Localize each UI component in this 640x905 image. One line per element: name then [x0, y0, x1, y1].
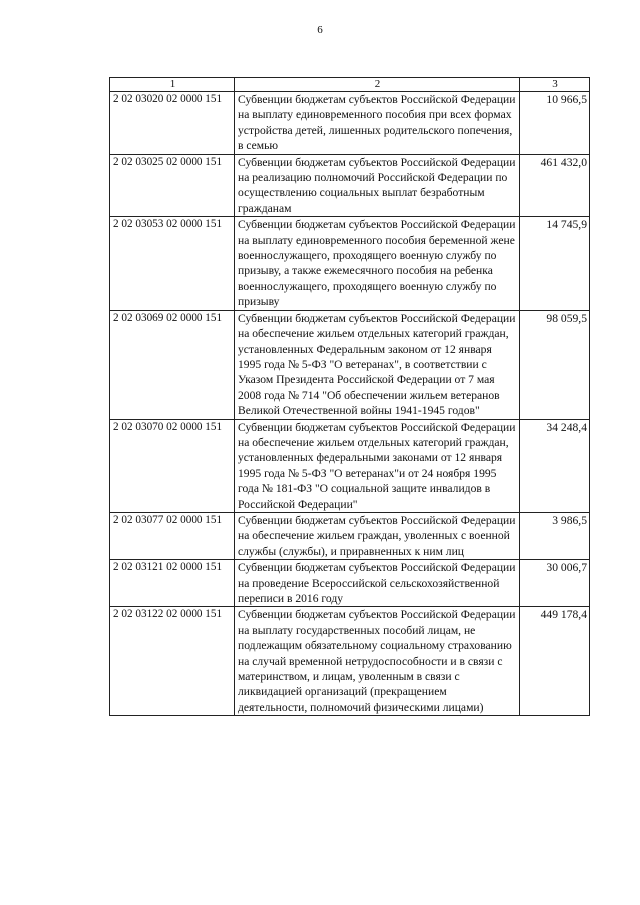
amount-cell: 14 745,9 — [520, 217, 590, 310]
subvention-table — [109, 77, 590, 716]
budget-code-cell: 2 02 03053 02 0000 151 — [110, 217, 235, 310]
budget-code-cell: 2 02 03025 02 0000 151 — [110, 154, 235, 217]
budget-code-cell: 2 02 03069 02 0000 151 — [110, 310, 235, 419]
amount-cell: 3 986,5 — [520, 512, 590, 559]
page-number: 6 — [317, 24, 323, 36]
description-cell: Субвенции бюджетам субъектов Российской Федерации на выплату единовременного пособия при всех формах устройства детей, лишенных родительского попечения, в семью — [235, 92, 520, 155]
table-row — [110, 154, 590, 217]
amount-cell: 10 966,5 — [520, 92, 590, 155]
description-cell: Субвенции бюджетам субъектов Российской Федерации на выплату государственных пособий лицам, не подлежащим обязательному социальному страхованию на случай временной нетрудоспособности и в связи с материнством, и лицам, уволенным в связи с ликвидацией организаций (прекращением деятельности, полномочий физическими лицами) — [235, 607, 520, 716]
budget-code-cell: 2 02 03122 02 0000 151 — [110, 607, 235, 716]
table-row — [110, 560, 590, 607]
table-row — [110, 512, 590, 559]
budget-code-cell: 2 02 03077 02 0000 151 — [110, 512, 235, 559]
column-header-name: 2 — [235, 78, 520, 92]
budget-code-cell: 2 02 03020 02 0000 151 — [110, 92, 235, 155]
amount-cell: 34 248,4 — [520, 419, 590, 512]
table-row — [110, 217, 590, 310]
amount-cell: 30 006,7 — [520, 560, 590, 607]
description-cell: Субвенции бюджетам субъектов Российской Федерации на обеспечение жильем граждан, уволенных с военной службы (службы), и приравненных к ним лиц — [235, 512, 520, 559]
description-cell: Субвенции бюджетам субъектов Российской Федерации на обеспечение жильем отдельных категорий граждан, установленных Федеральным законом от 12 января 1995 года № 5-ФЗ "О ветеранах", в соответствии с Указом Президента Российской Федерации от 7 мая 2008 года № 714 "Об обеспечении жильем ветеранов Великой Отечественной войны 1941-1945 годов" — [235, 310, 520, 419]
amount-cell: 98 059,5 — [520, 310, 590, 419]
amount-cell: 461 432,0 — [520, 154, 590, 217]
description-cell: Субвенции бюджетам субъектов Российской Федерации на реализацию полномочий Российской Федерации по осуществлению социальных выплат безработным гражданам — [235, 154, 520, 217]
description-cell: Субвенции бюджетам субъектов Российской Федерации на обеспечение жильем отдельных категорий граждан, установленных федеральными законами от 12 января 1995 года № 5-ФЗ "О ветеранах"и от 24 ноября 1995 года № 181-ФЗ "О социальной защите инвалидов в Российской Федерации" — [235, 419, 520, 512]
column-header-code: 1 — [110, 78, 235, 92]
table-header-row — [110, 78, 590, 92]
table-row — [110, 419, 590, 512]
amount-cell: 449 178,4 — [520, 607, 590, 716]
table-row — [110, 310, 590, 419]
budget-code-cell: 2 02 03070 02 0000 151 — [110, 419, 235, 512]
table-row — [110, 607, 590, 716]
budget-code-cell: 2 02 03121 02 0000 151 — [110, 560, 235, 607]
table-row — [110, 92, 590, 155]
description-cell: Субвенции бюджетам субъектов Российской Федерации на выплату единовременного пособия беременной жене военнослужащего, проходящего военную службу по призыву, а также ежемесячного пособия на ребенка военнослужащего, проходящего военную службу по призыву — [235, 217, 520, 310]
description-cell: Субвенции бюджетам субъектов Российской Федерации на проведение Всероссийской сельскохозяйственной переписи в 2016 году — [235, 560, 520, 607]
column-header-amount: 3 — [520, 78, 590, 92]
